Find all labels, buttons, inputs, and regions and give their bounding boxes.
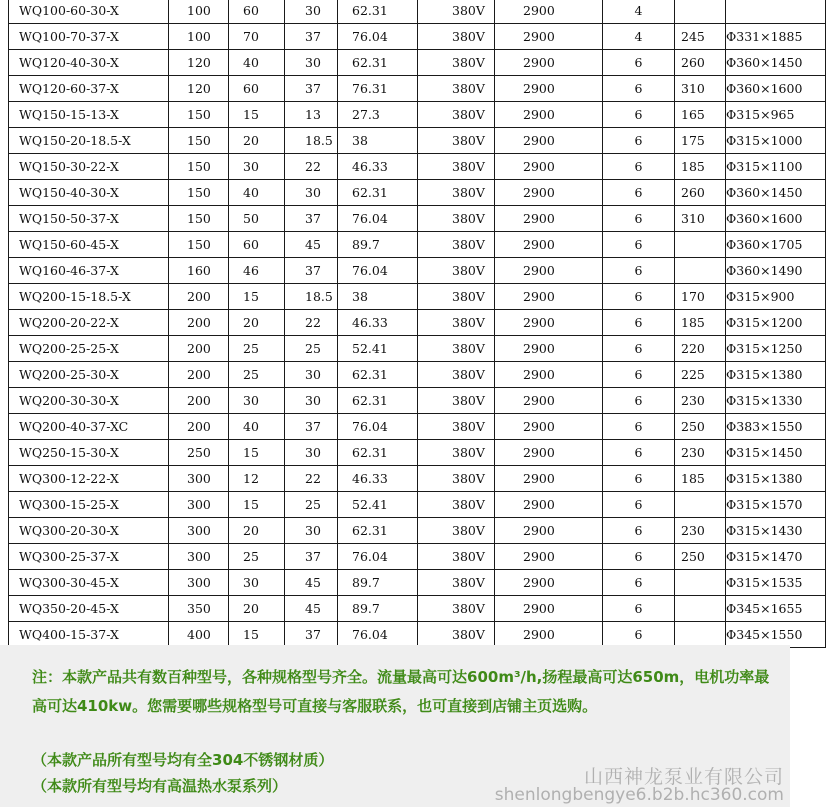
cell-outlet: 185 bbox=[675, 154, 726, 180]
cell-model: WQ250-15-30-X bbox=[9, 440, 169, 466]
table-row bbox=[9, 258, 826, 284]
cell-head: 40 bbox=[229, 180, 285, 206]
cell-outlet bbox=[675, 622, 726, 648]
cell-outlet: 230 bbox=[675, 388, 726, 414]
cell-poles: 6 bbox=[603, 102, 675, 128]
cell-model: WQ300-20-30-X bbox=[9, 518, 169, 544]
cell-dimension: Φ383×1550 bbox=[726, 414, 826, 440]
table-row bbox=[9, 284, 826, 310]
cell-head: 60 bbox=[229, 0, 285, 24]
cell-dimension bbox=[726, 0, 826, 24]
cell-speed: 2900 bbox=[495, 206, 603, 232]
cell-dimension: Φ360×1705 bbox=[726, 232, 826, 258]
cell-flow: 300 bbox=[169, 492, 229, 518]
cell-dimension: Φ360×1450 bbox=[726, 50, 826, 76]
cell-head: 46 bbox=[229, 258, 285, 284]
table-row bbox=[9, 336, 826, 362]
cell-speed: 2900 bbox=[495, 544, 603, 570]
cell-power: 30 bbox=[285, 180, 338, 206]
cell-voltage: 380V bbox=[418, 388, 495, 414]
cell-head: 15 bbox=[229, 492, 285, 518]
cell-speed: 2900 bbox=[495, 284, 603, 310]
table-row bbox=[9, 154, 826, 180]
cell-power: 45 bbox=[285, 596, 338, 622]
cell-head: 40 bbox=[229, 414, 285, 440]
pump-spec-table-body bbox=[9, 0, 826, 648]
cell-speed: 2900 bbox=[495, 0, 603, 24]
cell-power: 18.5 bbox=[285, 284, 338, 310]
cell-speed: 2900 bbox=[495, 466, 603, 492]
cell-power: 18.5 bbox=[285, 128, 338, 154]
cell-speed: 2900 bbox=[495, 440, 603, 466]
cell-current: 46.33 bbox=[338, 310, 418, 336]
cell-outlet: 230 bbox=[675, 440, 726, 466]
cell-dimension: Φ360×1490 bbox=[726, 258, 826, 284]
cell-power: 30 bbox=[285, 440, 338, 466]
cell-head: 50 bbox=[229, 206, 285, 232]
cell-outlet: 185 bbox=[675, 466, 726, 492]
cell-head: 20 bbox=[229, 596, 285, 622]
cell-model: WQ100-70-37-X bbox=[9, 24, 169, 50]
cell-poles: 6 bbox=[603, 310, 675, 336]
cell-voltage: 380V bbox=[418, 50, 495, 76]
cell-power: 30 bbox=[285, 518, 338, 544]
cell-speed: 2900 bbox=[495, 414, 603, 440]
cell-head: 20 bbox=[229, 310, 285, 336]
cell-speed: 2900 bbox=[495, 518, 603, 544]
cell-dimension: Φ315×1100 bbox=[726, 154, 826, 180]
cell-outlet: 175 bbox=[675, 128, 726, 154]
cell-dimension: Φ315×1570 bbox=[726, 492, 826, 518]
cell-power: 45 bbox=[285, 570, 338, 596]
table-row bbox=[9, 492, 826, 518]
cell-flow: 150 bbox=[169, 180, 229, 206]
cell-poles: 6 bbox=[603, 622, 675, 648]
cell-poles: 6 bbox=[603, 50, 675, 76]
cell-poles: 6 bbox=[603, 284, 675, 310]
cell-head: 70 bbox=[229, 24, 285, 50]
cell-dimension: Φ331×1885 bbox=[726, 24, 826, 50]
cell-flow: 120 bbox=[169, 76, 229, 102]
cell-speed: 2900 bbox=[495, 596, 603, 622]
cell-model: WQ300-25-37-X bbox=[9, 544, 169, 570]
cell-voltage: 380V bbox=[418, 232, 495, 258]
cell-voltage: 380V bbox=[418, 284, 495, 310]
cell-outlet: 225 bbox=[675, 362, 726, 388]
cell-power: 25 bbox=[285, 336, 338, 362]
cell-speed: 2900 bbox=[495, 388, 603, 414]
cell-model: WQ100-60-30-X bbox=[9, 0, 169, 24]
cell-power: 37 bbox=[285, 76, 338, 102]
notes-main-text: 注：本款产品共有数百种型号，各种规格型号齐全。流量最高可达600m³/h,扬程最高可达650m，电机功率最高可达410kw。您需要哪些规格型号可直接与客服联系，也可直接到店铺主页选购。 bbox=[32, 668, 770, 715]
cell-flow: 200 bbox=[169, 388, 229, 414]
cell-model: WQ300-12-22-X bbox=[9, 466, 169, 492]
cell-current: 38 bbox=[338, 128, 418, 154]
cell-outlet: 170 bbox=[675, 284, 726, 310]
table-row bbox=[9, 180, 826, 206]
cell-speed: 2900 bbox=[495, 622, 603, 648]
cell-current: 76.04 bbox=[338, 414, 418, 440]
cell-speed: 2900 bbox=[495, 362, 603, 388]
cell-voltage: 380V bbox=[418, 24, 495, 50]
cell-poles: 6 bbox=[603, 388, 675, 414]
cell-current: 46.33 bbox=[338, 466, 418, 492]
table-row bbox=[9, 440, 826, 466]
cell-power: 25 bbox=[285, 492, 338, 518]
table-row bbox=[9, 232, 826, 258]
cell-flow: 350 bbox=[169, 596, 229, 622]
cell-flow: 120 bbox=[169, 50, 229, 76]
table-row bbox=[9, 102, 826, 128]
cell-flow: 100 bbox=[169, 24, 229, 50]
cell-power: 13 bbox=[285, 102, 338, 128]
cell-voltage: 380V bbox=[418, 414, 495, 440]
cell-speed: 2900 bbox=[495, 102, 603, 128]
cell-current: 52.41 bbox=[338, 492, 418, 518]
cell-voltage: 380V bbox=[418, 362, 495, 388]
cell-dimension: Φ315×900 bbox=[726, 284, 826, 310]
cell-current: 52.41 bbox=[338, 336, 418, 362]
cell-dimension: Φ360×1600 bbox=[726, 76, 826, 102]
cell-model: WQ150-60-45-X bbox=[9, 232, 169, 258]
cell-power: 37 bbox=[285, 544, 338, 570]
table-row bbox=[9, 206, 826, 232]
cell-outlet: 220 bbox=[675, 336, 726, 362]
cell-poles: 4 bbox=[603, 0, 675, 24]
cell-speed: 2900 bbox=[495, 232, 603, 258]
cell-outlet: 310 bbox=[675, 206, 726, 232]
cell-flow: 150 bbox=[169, 128, 229, 154]
cell-current: 76.31 bbox=[338, 76, 418, 102]
watermark-url: shenlongbengye6.b2b.hc360.com bbox=[494, 785, 784, 805]
cell-model: WQ150-15-13-X bbox=[9, 102, 169, 128]
cell-dimension: Φ360×1600 bbox=[726, 206, 826, 232]
cell-power: 30 bbox=[285, 0, 338, 24]
cell-poles: 6 bbox=[603, 362, 675, 388]
cell-dimension: Φ360×1450 bbox=[726, 180, 826, 206]
cell-outlet: 245 bbox=[675, 24, 726, 50]
cell-outlet bbox=[675, 232, 726, 258]
cell-current: 62.31 bbox=[338, 50, 418, 76]
table-row bbox=[9, 310, 826, 336]
table-row bbox=[9, 466, 826, 492]
cell-outlet bbox=[675, 0, 726, 24]
cell-voltage: 380V bbox=[418, 102, 495, 128]
table-row bbox=[9, 128, 826, 154]
cell-model: WQ300-30-45-X bbox=[9, 570, 169, 596]
cell-model: WQ200-20-22-X bbox=[9, 310, 169, 336]
cell-current: 76.04 bbox=[338, 622, 418, 648]
cell-poles: 6 bbox=[603, 206, 675, 232]
cell-outlet bbox=[675, 596, 726, 622]
table-row bbox=[9, 24, 826, 50]
cell-power: 30 bbox=[285, 362, 338, 388]
cell-dimension: Φ345×1550 bbox=[726, 622, 826, 648]
cell-poles: 6 bbox=[603, 544, 675, 570]
cell-voltage: 380V bbox=[418, 336, 495, 362]
cell-power: 37 bbox=[285, 24, 338, 50]
cell-voltage: 380V bbox=[418, 76, 495, 102]
cell-head: 15 bbox=[229, 440, 285, 466]
cell-poles: 6 bbox=[603, 76, 675, 102]
cell-head: 15 bbox=[229, 622, 285, 648]
cell-speed: 2900 bbox=[495, 492, 603, 518]
cell-speed: 2900 bbox=[495, 76, 603, 102]
cell-voltage: 380V bbox=[418, 310, 495, 336]
cell-current: 76.04 bbox=[338, 258, 418, 284]
cell-current: 62.31 bbox=[338, 180, 418, 206]
cell-head: 60 bbox=[229, 232, 285, 258]
cell-voltage: 380V bbox=[418, 0, 495, 24]
cell-dimension: Φ315×1380 bbox=[726, 362, 826, 388]
cell-power: 22 bbox=[285, 154, 338, 180]
cell-outlet: 230 bbox=[675, 518, 726, 544]
cell-outlet: 165 bbox=[675, 102, 726, 128]
cell-voltage: 380V bbox=[418, 492, 495, 518]
cell-flow: 150 bbox=[169, 154, 229, 180]
cell-flow: 300 bbox=[169, 570, 229, 596]
cell-model: WQ150-40-30-X bbox=[9, 180, 169, 206]
cell-head: 30 bbox=[229, 154, 285, 180]
cell-speed: 2900 bbox=[495, 154, 603, 180]
cell-power: 45 bbox=[285, 232, 338, 258]
cell-voltage: 380V bbox=[418, 128, 495, 154]
cell-outlet bbox=[675, 258, 726, 284]
cell-flow: 100 bbox=[169, 0, 229, 24]
cell-outlet bbox=[675, 492, 726, 518]
cell-flow: 160 bbox=[169, 258, 229, 284]
cell-current: 89.7 bbox=[338, 596, 418, 622]
cell-outlet: 185 bbox=[675, 310, 726, 336]
cell-voltage: 380V bbox=[418, 570, 495, 596]
cell-power: 22 bbox=[285, 466, 338, 492]
cell-flow: 200 bbox=[169, 310, 229, 336]
table-row bbox=[9, 518, 826, 544]
cell-head: 15 bbox=[229, 284, 285, 310]
cell-voltage: 380V bbox=[418, 518, 495, 544]
cell-outlet: 250 bbox=[675, 414, 726, 440]
cell-voltage: 380V bbox=[418, 596, 495, 622]
cell-poles: 6 bbox=[603, 440, 675, 466]
table-row bbox=[9, 50, 826, 76]
cell-model: WQ200-25-30-X bbox=[9, 362, 169, 388]
cell-voltage: 380V bbox=[418, 466, 495, 492]
cell-dimension: Φ315×1330 bbox=[726, 388, 826, 414]
cell-head: 30 bbox=[229, 570, 285, 596]
cell-dimension: Φ315×1470 bbox=[726, 544, 826, 570]
cell-poles: 6 bbox=[603, 128, 675, 154]
cell-current: 38 bbox=[338, 284, 418, 310]
cell-current: 62.31 bbox=[338, 362, 418, 388]
cell-voltage: 380V bbox=[418, 154, 495, 180]
cell-voltage: 380V bbox=[418, 622, 495, 648]
cell-model: WQ200-40-37-XC bbox=[9, 414, 169, 440]
cell-flow: 200 bbox=[169, 336, 229, 362]
cell-poles: 6 bbox=[603, 466, 675, 492]
cell-current: 62.31 bbox=[338, 388, 418, 414]
cell-power: 30 bbox=[285, 50, 338, 76]
cell-speed: 2900 bbox=[495, 180, 603, 206]
cell-poles: 6 bbox=[603, 258, 675, 284]
table-row bbox=[9, 388, 826, 414]
cell-power: 30 bbox=[285, 388, 338, 414]
cell-head: 15 bbox=[229, 102, 285, 128]
cell-flow: 150 bbox=[169, 206, 229, 232]
cell-model: WQ150-50-37-X bbox=[9, 206, 169, 232]
cell-flow: 300 bbox=[169, 518, 229, 544]
cell-model: WQ120-60-37-X bbox=[9, 76, 169, 102]
table-row bbox=[9, 596, 826, 622]
cell-head: 25 bbox=[229, 336, 285, 362]
cell-model: WQ200-25-25-X bbox=[9, 336, 169, 362]
cell-model: WQ150-30-22-X bbox=[9, 154, 169, 180]
cell-speed: 2900 bbox=[495, 258, 603, 284]
cell-power: 37 bbox=[285, 622, 338, 648]
cell-outlet bbox=[675, 570, 726, 596]
cell-dimension: Φ315×1200 bbox=[726, 310, 826, 336]
table-row bbox=[9, 0, 826, 24]
cell-model: WQ200-30-30-X bbox=[9, 388, 169, 414]
cell-voltage: 380V bbox=[418, 180, 495, 206]
cell-voltage: 380V bbox=[418, 440, 495, 466]
cell-model: WQ350-20-45-X bbox=[9, 596, 169, 622]
cell-head: 40 bbox=[229, 50, 285, 76]
cell-flow: 300 bbox=[169, 544, 229, 570]
cell-current: 76.04 bbox=[338, 544, 418, 570]
cell-outlet: 310 bbox=[675, 76, 726, 102]
cell-current: 62.31 bbox=[338, 518, 418, 544]
cell-power: 37 bbox=[285, 206, 338, 232]
cell-model: WQ200-15-18.5-X bbox=[9, 284, 169, 310]
cell-voltage: 380V bbox=[418, 258, 495, 284]
pump-spec-table bbox=[8, 0, 826, 648]
cell-outlet: 260 bbox=[675, 180, 726, 206]
table-row bbox=[9, 622, 826, 648]
cell-head: 25 bbox=[229, 544, 285, 570]
cell-poles: 6 bbox=[603, 596, 675, 622]
notes-hot-water-line: （本款所有型号均有高温热水泵系列） bbox=[32, 777, 288, 795]
cell-head: 60 bbox=[229, 76, 285, 102]
cell-head: 30 bbox=[229, 388, 285, 414]
notes-stainless-line: （本款产品所有型号均有全304不锈钢材质） bbox=[32, 751, 334, 769]
table-row bbox=[9, 76, 826, 102]
cell-model: WQ300-15-25-X bbox=[9, 492, 169, 518]
cell-poles: 6 bbox=[603, 518, 675, 544]
cell-model: WQ150-20-18.5-X bbox=[9, 128, 169, 154]
cell-power: 37 bbox=[285, 258, 338, 284]
cell-dimension: Φ315×1430 bbox=[726, 518, 826, 544]
cell-head: 20 bbox=[229, 128, 285, 154]
cell-poles: 6 bbox=[603, 180, 675, 206]
cell-current: 76.04 bbox=[338, 206, 418, 232]
cell-flow: 400 bbox=[169, 622, 229, 648]
cell-poles: 4 bbox=[603, 24, 675, 50]
watermark-company: 山西神龙泵业有限公司 bbox=[583, 766, 784, 788]
cell-voltage: 380V bbox=[418, 206, 495, 232]
cell-speed: 2900 bbox=[495, 570, 603, 596]
cell-speed: 2900 bbox=[495, 310, 603, 336]
cell-dimension: Φ315×1535 bbox=[726, 570, 826, 596]
cell-current: 89.7 bbox=[338, 570, 418, 596]
cell-power: 22 bbox=[285, 310, 338, 336]
cell-flow: 250 bbox=[169, 440, 229, 466]
cell-poles: 6 bbox=[603, 414, 675, 440]
cell-speed: 2900 bbox=[495, 336, 603, 362]
cell-head: 25 bbox=[229, 362, 285, 388]
cell-flow: 200 bbox=[169, 362, 229, 388]
cell-model: WQ120-40-30-X bbox=[9, 50, 169, 76]
cell-current: 27.3 bbox=[338, 102, 418, 128]
cell-model: WQ400-15-37-X bbox=[9, 622, 169, 648]
cell-speed: 2900 bbox=[495, 128, 603, 154]
cell-current: 46.33 bbox=[338, 154, 418, 180]
cell-poles: 6 bbox=[603, 570, 675, 596]
cell-flow: 200 bbox=[169, 284, 229, 310]
cell-speed: 2900 bbox=[495, 50, 603, 76]
cell-outlet: 250 bbox=[675, 544, 726, 570]
cell-dimension: Φ315×1000 bbox=[726, 128, 826, 154]
cell-outlet: 260 bbox=[675, 50, 726, 76]
cell-poles: 6 bbox=[603, 336, 675, 362]
table-row bbox=[9, 362, 826, 388]
cell-current: 76.04 bbox=[338, 24, 418, 50]
cell-power: 37 bbox=[285, 414, 338, 440]
cell-flow: 300 bbox=[169, 466, 229, 492]
table-row bbox=[9, 570, 826, 596]
cell-dimension: Φ315×965 bbox=[726, 102, 826, 128]
cell-poles: 6 bbox=[603, 232, 675, 258]
cell-poles: 6 bbox=[603, 154, 675, 180]
cell-dimension: Φ315×1450 bbox=[726, 440, 826, 466]
cell-dimension: Φ315×1250 bbox=[726, 336, 826, 362]
cell-current: 62.31 bbox=[338, 440, 418, 466]
cell-voltage: 380V bbox=[418, 544, 495, 570]
cell-head: 20 bbox=[229, 518, 285, 544]
cell-head: 12 bbox=[229, 466, 285, 492]
cell-flow: 150 bbox=[169, 232, 229, 258]
cell-current: 89.7 bbox=[338, 232, 418, 258]
cell-flow: 150 bbox=[169, 102, 229, 128]
cell-dimension: Φ315×1380 bbox=[726, 466, 826, 492]
table-row bbox=[9, 414, 826, 440]
table-row bbox=[9, 544, 826, 570]
cell-poles: 6 bbox=[603, 492, 675, 518]
cell-current: 62.31 bbox=[338, 0, 418, 24]
cell-model: WQ160-46-37-X bbox=[9, 258, 169, 284]
cell-speed: 2900 bbox=[495, 24, 603, 50]
cell-flow: 200 bbox=[169, 414, 229, 440]
cell-dimension: Φ345×1655 bbox=[726, 596, 826, 622]
